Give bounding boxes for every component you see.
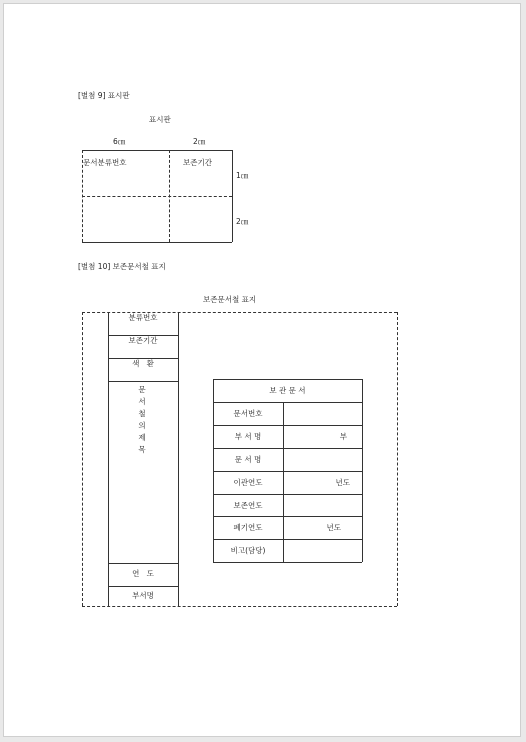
spine-year: 연 도 — [132, 569, 154, 578]
display-board-cell-classification: 문서분류번호 — [83, 158, 127, 167]
table-row-label: 비고(담당) — [230, 546, 266, 555]
table-row-label: 폐기연도 — [233, 523, 263, 532]
table-row-label: 문 서 명 — [234, 455, 262, 464]
table-row-label: 문서번호 — [233, 409, 263, 418]
spine-classification-no: 분류번호 — [128, 313, 158, 322]
table-row-value: 년도 — [335, 478, 350, 487]
dimension-label-height-2: 2㎝ — [236, 217, 249, 226]
table-row-value: 년도 — [326, 523, 341, 532]
dimension-label-height-1: 1㎝ — [236, 171, 249, 180]
dimension-label-width-1: 6㎝ — [113, 137, 126, 146]
document-page — [3, 3, 521, 737]
attach10-caption: [별첨 10] 보존문서철 표지 — [78, 262, 166, 271]
archived-table-header: 보 관 문 서 — [269, 386, 306, 395]
display-board-cell-retention: 보존기간 — [183, 158, 212, 167]
spine-index: 색 환 — [132, 359, 154, 368]
spine-retention-period: 보존기간 — [128, 336, 158, 345]
table-row-label: 보존연도 — [233, 501, 263, 510]
dimension-label-width-2: 2㎝ — [193, 137, 206, 146]
attach9-caption: [별첨 9] 표시판 — [78, 91, 130, 100]
attach9-title: 표시판 — [149, 115, 171, 124]
table-row-value: 부 — [339, 432, 347, 441]
spine-department: 부서명 — [132, 591, 154, 600]
table-row-label: 부 서 명 — [234, 432, 262, 441]
archived-documents-table — [213, 379, 362, 562]
file-spine — [108, 312, 178, 606]
spine-document-title-vertical: 문서철의제목 — [138, 385, 146, 454]
attach10-title: 보존문서철 표지 — [203, 295, 257, 304]
table-row-label: 이관연도 — [233, 478, 263, 487]
